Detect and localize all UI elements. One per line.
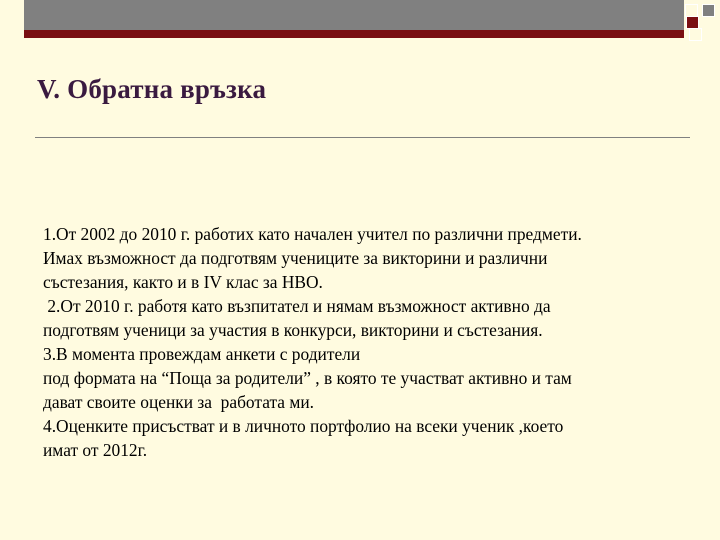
header-band-red <box>24 30 684 38</box>
body-line: 2.От 2010 г. работя като възпитател и нямам възможност активно да <box>43 296 551 316</box>
header-band-gray <box>24 0 684 30</box>
body-line: 4.Оценките присъстват и в личното портфолио на всеки ученик ,което <box>43 416 564 436</box>
body-line: дават своите оценки за работата ми. <box>43 392 315 412</box>
corner-square-icon <box>689 28 702 41</box>
body-line: състезания, както и в IV клас за НВО. <box>43 272 323 292</box>
body-line: 1.От 2002 до 2010 г. работих като начален учител по различни предмети. <box>43 224 582 244</box>
body-line: Имах възможност да подготвям учениците за викторини и различни <box>43 248 548 268</box>
slide-title: V. Обратна връзка <box>37 74 267 104</box>
body-line: подготвям ученици за участия в конкурси, викторини и състезания. <box>43 320 543 340</box>
body-line: 3.В момента провеждам анкети с родители <box>43 344 361 364</box>
body-line: имат от 2012г. <box>43 440 148 460</box>
slide-body <box>43 222 698 462</box>
body-line: под формата на “Поща за родители” , в която те участват активно и там <box>43 368 572 388</box>
title-divider <box>35 137 690 138</box>
corner-square-icon <box>702 4 715 17</box>
